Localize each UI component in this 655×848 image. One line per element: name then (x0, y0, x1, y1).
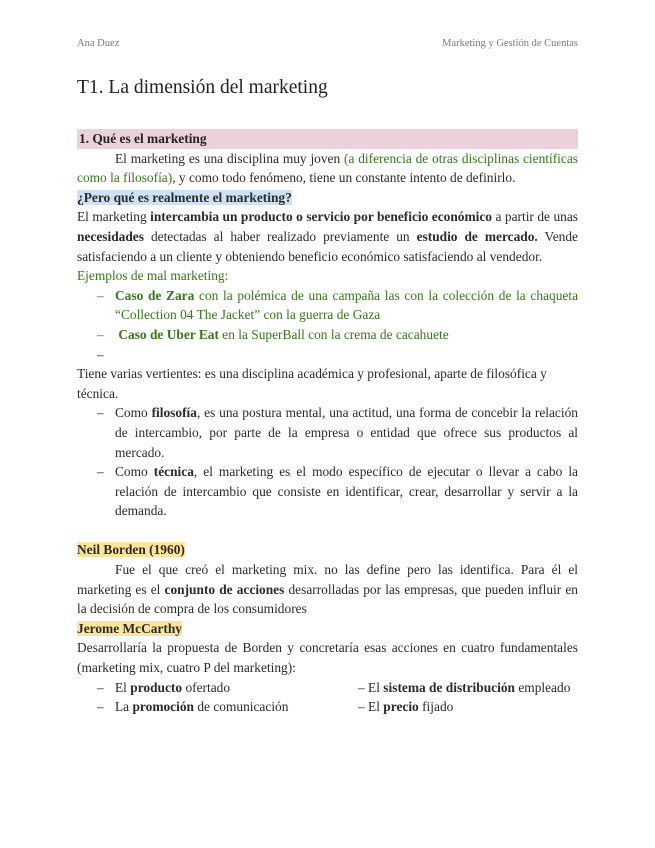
intro-green-note: (a diferencia de otras disciplinas científicas como la filosofía) (77, 150, 578, 186)
borden-text-a: Fue el que creó el marketing mix. no las define pero las identifica. Para él el marketing es el (77, 562, 578, 597)
filosofia-c: , es una postura mental, una actitud, una forma de concebir la relación de intercambio, por parte de la empresa o entidad que ofrece sus productos al mercado. (115, 405, 578, 460)
definition-text-e: Vende satisfaciendo a un cliente y obteniendo beneficio económico satisfaciendo al vendedor. (77, 228, 578, 264)
four-p-row-1 (77, 678, 578, 698)
zara-rest: con la polémica de una campaña las con la colección de la chaqueta “Collection 04 The Jacket” con la guerra de Gaza (115, 287, 579, 323)
tecnica-c: , el marketing es el modo específico de ejecutar o llevar a cabo la relación de intercambio que consiste en identificar, crear, desarrollar y servir a la demanda. (115, 464, 578, 519)
p-promocion-a: La (115, 699, 133, 715)
header-author: Ana Duez (77, 38, 120, 49)
definition-text-c: a partir de unas (492, 209, 578, 225)
list-item-zara (77, 286, 578, 325)
definition-text-d: detectadas al haber realizado previamente un (143, 228, 417, 244)
p-precio-c: fijado (418, 699, 454, 715)
page-title: T1. La dimensión del marketing (77, 77, 328, 98)
p-producto-bold: producto (130, 679, 183, 695)
definition-bold-estudio: estudio de mercado. (416, 228, 538, 244)
question-highlight: ¿Pero qué es realmente el marketing? (77, 189, 292, 205)
bad-examples-title: Ejemplos de mal marketing: (77, 268, 229, 284)
four-p-list (77, 678, 578, 717)
p-distribucion-c: empleado (514, 679, 571, 695)
borden-bold: conjunto de acciones (164, 581, 285, 597)
document-body (77, 129, 578, 717)
intro-text-a: El marketing es una disciplina muy joven (115, 150, 345, 166)
p-distribucion-bold: sistema de distribución (383, 679, 515, 695)
p-promocion-c: de comunicación (193, 699, 289, 715)
filosofia-a: Como (115, 405, 152, 421)
intro-paragraph (77, 149, 578, 188)
definition-text-a: El marketing (77, 209, 151, 225)
list-item-tecnica (77, 462, 578, 521)
p-promocion-bold: promoción (132, 699, 194, 715)
header-course: Marketing y Gestión de Cuentas (442, 38, 578, 49)
borden-text-c: desarrolladas por las empresas, que pueden influir en la decisión de compra de los consumidores (77, 581, 579, 617)
tecnica-bold: técnica (153, 464, 194, 480)
question-line (77, 188, 578, 208)
zara-bold: Caso de Zara (115, 287, 195, 303)
p-distribucion-a: – El (358, 679, 384, 695)
borden-name: Neil Borden (1960) (77, 542, 185, 558)
p-distribucion (358, 678, 570, 698)
bad-examples-list (77, 286, 578, 364)
p-precio-bold: precio (383, 699, 419, 715)
p-producto (115, 678, 358, 698)
definition-bold-intercambio: intercambia un producto o servicio por beneficio económico (150, 209, 493, 225)
list-item-empty (77, 345, 578, 365)
p-precio (358, 697, 453, 717)
four-p-row-2 (77, 697, 578, 717)
spacer (77, 521, 578, 541)
p-producto-c: ofertado (182, 679, 231, 695)
p-promocion (115, 697, 358, 717)
borden-line (77, 540, 578, 560)
definition-bold-necesidades: necesidades (77, 228, 144, 244)
vertientes-intro: Tiene varias vertientes: es una disciplina académica y profesional, aparte de filosófica y técnica. (77, 366, 547, 401)
list-item-uber (77, 325, 578, 345)
mccarthy-name: Jerome McCarthy (77, 620, 182, 636)
mccarthy-paragraph: Desarrollaría la propuesta de Borden y concretaría esas acciones en cuatro fundamentales (marketing mix, cuatro P del marketing): (77, 640, 578, 676)
mccarthy-line (77, 619, 578, 639)
p-precio-a: – El (358, 699, 384, 715)
section-heading-que-es: 1. Qué es el marketing (77, 129, 578, 149)
definition-paragraph (77, 207, 578, 266)
filosofia-bold: filosofía (151, 405, 197, 421)
uber-bold: Caso de Uber Eat (118, 326, 219, 342)
p-producto-a: El (115, 679, 131, 695)
intro-text-b: , y como todo fenómeno, tiene un constante intento de definirlo. (172, 170, 516, 186)
tecnica-a: Como (115, 464, 154, 480)
borden-paragraph (77, 560, 578, 619)
vertientes-list (77, 403, 578, 521)
uber-rest: en la SuperBall con la crema de cacahuete (218, 326, 449, 342)
list-item-filosofia (77, 403, 578, 462)
